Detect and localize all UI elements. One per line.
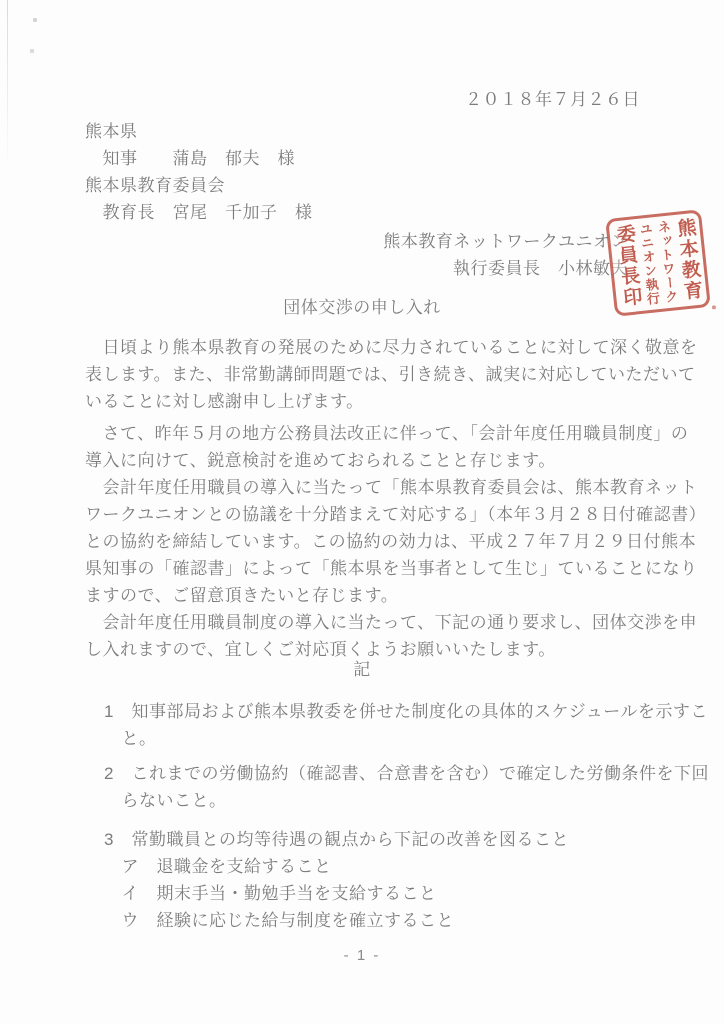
union-seal-stamp [605, 209, 711, 316]
scan-dot-artifact [30, 49, 34, 53]
text-line: らないこと。 [104, 791, 227, 810]
recipient-line: 熊本県教育委員会 [85, 176, 225, 195]
text-line: 県知事の「確認書」によって「熊本県を当事者として生じ」ていることになり [85, 559, 698, 578]
paragraph-main [85, 420, 707, 663]
text-line: いることに対し感謝申し上げます。 [85, 392, 364, 411]
document-date [465, 86, 640, 113]
text-line: 日頃より熊本県教育の発展のために尽力されていることに対して深く敬意を [85, 338, 698, 357]
sender-block [0, 228, 628, 282]
page-number-text: - 1 - [343, 947, 381, 964]
stamp-column: ネットワーク [655, 219, 679, 305]
scan-edge-artifact [7, 0, 8, 170]
stamp-column: ユニオン執行 [637, 221, 661, 307]
text-line: ア 退職金を支給すること [104, 857, 332, 876]
recipient-block [85, 118, 313, 226]
recipient-line: 教育長 宮尾 千加子 様 [85, 203, 313, 222]
paragraph-greeting [85, 334, 698, 415]
text-line: 2 これまでの労働協約（確認書、合意書を含む）で確定した労働条件を下回 [104, 764, 709, 783]
demand-item-3 [104, 826, 664, 934]
stamp-column: 熊本教育 [673, 216, 704, 303]
recipient-line: 知事 蒲島 郁夫 様 [85, 149, 295, 168]
scan-dot-artifact [33, 18, 37, 22]
text-line: 表します。また、非常勤講師問題では、引き続き、誠実に対応していただいて [85, 365, 696, 384]
demand-item-1 [104, 698, 708, 752]
marker-text: 記 [353, 660, 371, 679]
section-marker-ki [0, 656, 724, 683]
text-line: との協約を締結しています。この協約の効力は、平成２７年７月２９日付熊本 [85, 532, 697, 551]
stamp-column: 委員長印 [612, 223, 643, 310]
text-line: さて、昨年５月の地方公務員法改正に伴って、「会計年度任用職員制度」の [85, 424, 689, 443]
text-line: ウ 経験に応じた給与制度を確立すること [104, 911, 454, 930]
text-line: 導入に向けて、鋭意検討を進めておられることと存じます。 [85, 451, 556, 470]
text-line: 3 常勤職員との均等待遇の観点から下記の改善を図ること [104, 830, 569, 849]
page-number [0, 942, 724, 969]
text-line: と。 [104, 729, 157, 748]
recipient-line: 熊本県 [85, 122, 138, 141]
text-line: 1 知事部局および熊本県教委を併せた制度化の具体的スケジュールを示すこ [104, 702, 708, 721]
demand-item-2 [104, 760, 709, 814]
title-text: 団体交渉の申し入れ [283, 298, 441, 317]
text-line: イ 期末手当・勤勉手当を支給すること [104, 884, 437, 903]
sender-organization: 熊本教育ネットワークユニオン [383, 232, 628, 251]
text-line: ワークユニオンとの協議を十分踏まえて対応する」（本年３月２８日付確認書） [85, 505, 707, 524]
text-line: し入れますので、宜しくご対応頂くようお願いいたします。 [85, 640, 556, 659]
text-line: 会計年度任用職員の導入に当たって「熊本県教育委員会は、熊本教育ネット [85, 478, 698, 497]
sender-signer: 執行委員長 小林敏夫 [453, 259, 628, 278]
text-line: 会計年度任用職員制度の導入に当たって、下記の通り要求し、団体交渉を申 [85, 613, 698, 632]
text-line: ますので、ご留意頂きたいと存じます。 [85, 586, 399, 605]
date-text: ２０１８年７月２６日 [465, 90, 640, 109]
